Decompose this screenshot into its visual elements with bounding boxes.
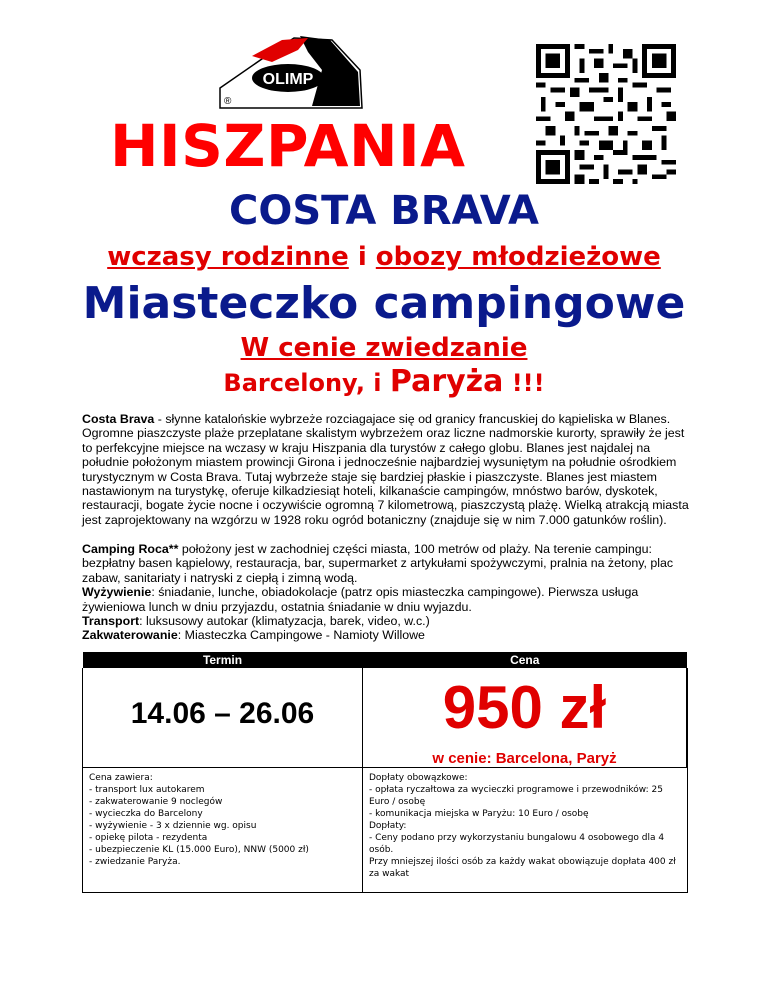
included-paris: Paryża bbox=[389, 364, 504, 399]
logo-text: OLIMP bbox=[262, 71, 314, 88]
price-value: 950 zł bbox=[442, 674, 607, 741]
region-heading: COSTA BRAVA bbox=[229, 188, 539, 234]
extras-line: - Ceny podano przy wykorzystaniu bungalowu 4 osobowego dla 4 osób. bbox=[369, 833, 665, 855]
camping-text: położony jest w zachodniej części miasta, 100 metrów od plaży. Na terenie campingu: bezpłatny basen kąpielowy, restauracja, bar, supermarket z artykułami spożywczymi, pralnia na żetony, plac zabaw, sanitariaty i natryski z ciepłą i zimną wodą. bbox=[82, 542, 674, 585]
camping-bold: Camping Roca** bbox=[82, 542, 179, 556]
header-price: Cena bbox=[363, 652, 688, 668]
lodging-label: Zakwaterowanie bbox=[82, 628, 178, 643]
description-text: - słynne katalońskie wybrzeże rozciagajace się od granicy francuskiej do kąpieliska w Blanes. Ogromne piaszczyste plaże przeplatane skalistym wybrzeżem oraz liczne nadmorskie kurorty, sprawiły że jest to perfekcyjne miejsce na wczasy w kraju Hiszpania dla turystów z całego globu. Blanes jest najdalej na południe położonym miastem prowincji Girona i jednocześnie najbardziej wysuniętym na południe ośrodkiem turystycznym w Costa Brava. Tutaj wybrzeże staje się bardziej płaskie i piaszczyste. Blanes jest miastem nastawionym na turystykę, oferuje kilkadziesiąt hoteli, kilkanaście campingów, mnóstwo barów, dyskotek, restauracji, bogate życie nocne i oczywiście ogromną 7 kilometrową, piaszczystą plażę. Wielką atrakcją miasta jest zaprojektowany na wzgórzu w 1928 roku ogród botaniczny (znajduje się w nim 7.000 gatunków roślin). bbox=[82, 412, 689, 527]
included-heading: W cenie zwiedzanie bbox=[240, 333, 528, 363]
extras-line: Dopłaty: bbox=[369, 821, 407, 831]
included-exclaim: !!! bbox=[503, 369, 545, 397]
lodging-text: : Miasteczka Campingowe - Namioty Willowe bbox=[177, 628, 425, 643]
description-paragraph bbox=[82, 412, 694, 527]
price-note: w cenie: Barcelona, Paryż bbox=[432, 750, 617, 767]
dates-cell bbox=[83, 668, 363, 768]
transport-label: Transport bbox=[82, 614, 140, 629]
included-cities bbox=[0, 364, 768, 399]
camp-heading: Miasteczko campingowe bbox=[82, 278, 686, 329]
extras-line: Dopłaty obowązkowe: bbox=[369, 773, 468, 783]
transport-text: : luksusowy autokar (klimatyzacja, barek, video, w.c.) bbox=[139, 614, 430, 629]
includes-line: - wyżywienie - 3 x dziennie wg. opisu bbox=[89, 821, 257, 831]
includes-line: - zakwaterowanie 9 noclegów bbox=[89, 797, 223, 807]
food-text: : śniadanie, lunche, obiadokolacje (patrz opis miasteczka campingowe). Pierwsza usługa żywieniowa lunch w dniu przyjazdu, ostatnia śniadanie w dniu wyjazdu. bbox=[82, 585, 639, 614]
includes-cell bbox=[83, 768, 363, 893]
offer-heading bbox=[0, 242, 768, 272]
food-label: Wyżywienie bbox=[82, 585, 152, 600]
country-heading: HISZPANIA bbox=[110, 112, 466, 180]
registered-mark: ® bbox=[224, 96, 232, 107]
description-bold: Costa Brava bbox=[82, 412, 155, 426]
offer-conjunction: i bbox=[348, 242, 376, 272]
price-cell bbox=[363, 668, 688, 768]
header-term: Termin bbox=[83, 652, 363, 668]
extras-line: - opłata ryczałtowa za wycieczki programowe i przewodników: 25 Euro / osobę bbox=[369, 785, 663, 807]
included-barcelona: Barcelony, i bbox=[223, 369, 390, 397]
offer-youth: obozy młodzieżowe bbox=[375, 242, 661, 272]
includes-line: - transport lux autokarem bbox=[89, 785, 205, 795]
includes-line: - wycieczka do Barcelony bbox=[89, 809, 203, 819]
extras-line: - komunikacja miejska w Paryżu: 10 Euro / osobę bbox=[369, 809, 589, 819]
includes-line: Cena zawiera: bbox=[89, 773, 153, 783]
includes-line: - zwiedzanie Paryża. bbox=[89, 857, 181, 867]
camping-paragraph bbox=[82, 542, 694, 643]
olimp-logo bbox=[212, 30, 372, 110]
includes-line: - opiekę pilota - rezydenta bbox=[89, 833, 208, 843]
extras-cell bbox=[363, 768, 688, 893]
includes-line: - ubezpieczenie KL (15.000 Euro), NNW (5000 zł) bbox=[89, 845, 309, 855]
extras-line: Przy mniejszej ilości osób za każdy wakat obowiązuje dopłata 400 zł za wakat bbox=[369, 857, 676, 879]
price-table bbox=[82, 652, 688, 893]
offer-family: wczasy rodzinne bbox=[107, 242, 349, 272]
qr-code-icon bbox=[536, 44, 676, 184]
dates-value: 14.06 – 26.06 bbox=[130, 696, 315, 730]
